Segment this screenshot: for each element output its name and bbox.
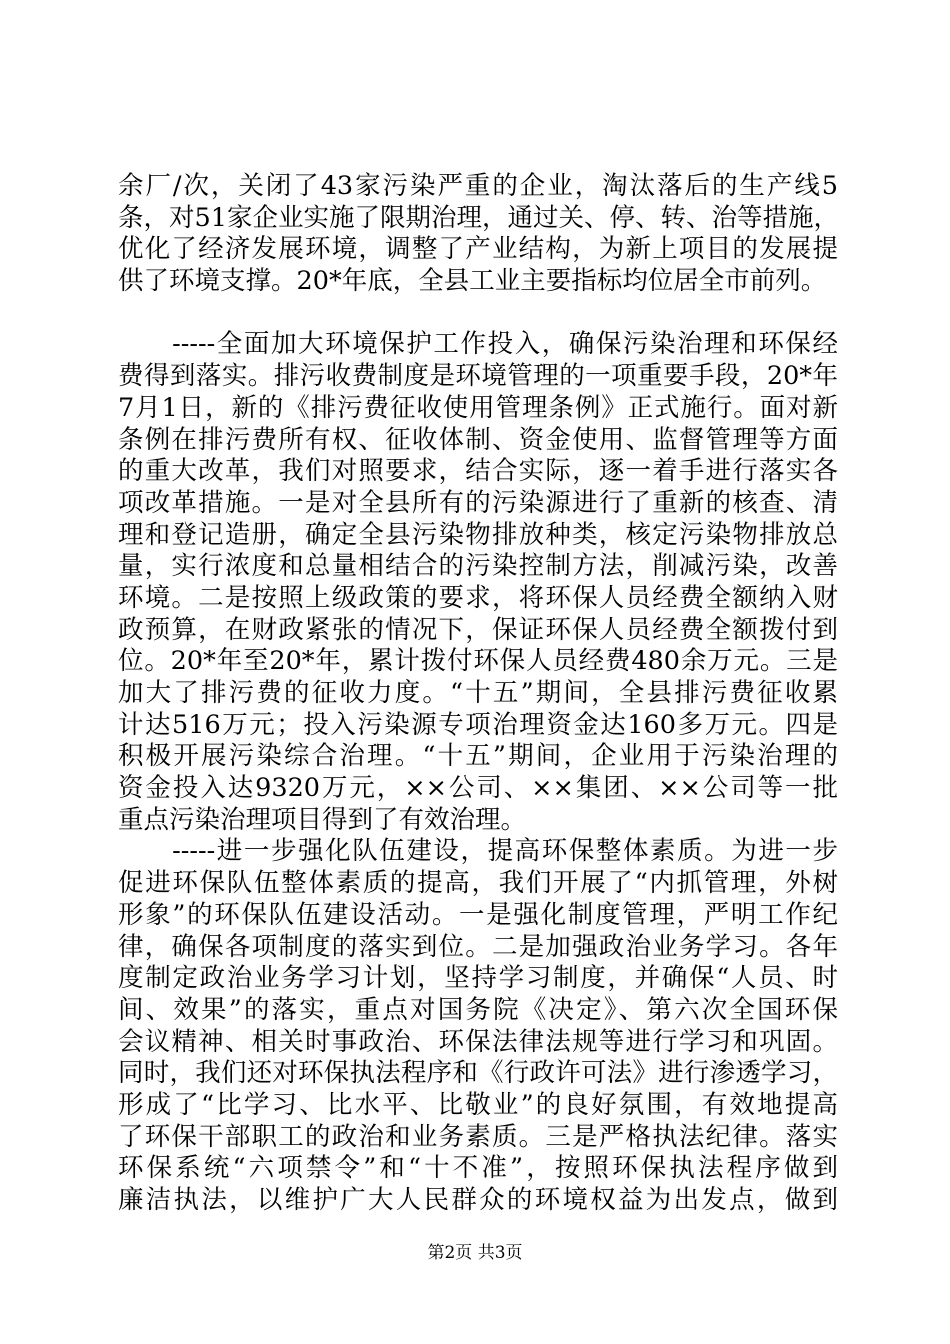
text-line: 廉洁执法，以维护广大人民群众的环境权益为出发点，做到 <box>118 1185 838 1215</box>
text-line: 条，对51家企业实施了限期治理，通过关、停、转、治等措施， <box>118 202 839 233</box>
text-line: 资金投入达9320万元，××公司、××集团、××公司等一批 <box>118 773 838 804</box>
text-line: 量，实行浓度和总量相结合的污染控制方法，削减污染，改善 <box>118 551 838 582</box>
paragraph-spacer <box>118 298 838 330</box>
text-line: 余厂/次，关闭了43家污染严重的企业，淘汰落后的生产线5 <box>118 171 838 201</box>
text-line: 优化了经济发展环境，调整了产业结构，为新上项目的发展提 <box>118 234 838 265</box>
text-line: 加大了排污费的征收力度。“十五”期间，全县排污费征收累 <box>118 678 838 708</box>
text-line: 律，确保各项制度的落实到位。二是加强政治业务学习。各年 <box>118 931 838 962</box>
paragraph-team-building <box>118 836 838 1216</box>
text-line: 的重大改革，我们对照要求，结合实际，逐一着手进行落实各 <box>118 456 838 487</box>
text-line: 促进环保队伍整体素质的提高，我们开展了“内抓管理，外树 <box>118 868 838 899</box>
text-line: 形成了“比学习、比水平、比敬业”的良好氛围，有效地提高 <box>118 1089 838 1120</box>
text-line: 了环保干部职工的政治和业务素质。三是严格执法纪律。落实 <box>118 1121 838 1152</box>
paragraph-industry-results <box>118 171 838 298</box>
text-line: 积极开展污染综合治理。“十五”期间，企业用于污染治理的 <box>118 741 838 772</box>
text-line: 计达516万元；投入污染源专项治理资金达160多万元。四是 <box>118 709 838 740</box>
page-number-footer: 第2页 共3页 <box>427 1243 523 1263</box>
text-line: 环境。二是按照上级政策的要求，将环保人员经费全额纳入财 <box>118 582 838 613</box>
paragraph-investment <box>118 329 838 836</box>
text-line: 度制定政治业务学习计划，坚持学习制度，并确保“人员、时 <box>118 963 838 994</box>
text-line: 间、效果”的落实，重点对国务院《决定》、第六次全国环保 <box>118 994 838 1025</box>
text-line: 政预算，在财政紧张的情况下，保证环保人员经费全额拨付到 <box>118 614 838 645</box>
text-line: 7月1日，新的《排污费征收使用管理条例》正式施行。面对新 <box>118 392 838 423</box>
text-line: 重点污染治理项目得到了有效治理。 <box>118 804 527 835</box>
text-line: 条例在排污费所有权、征收体制、资金使用、监督管理等方面 <box>118 424 838 455</box>
text-line: 环保系统“六项禁令”和“十不准”，按照环保执法程序做到 <box>118 1153 838 1184</box>
text-line: 会议精神、相关时事政治、环保法律法规等进行学习和巩固。 <box>118 1026 838 1057</box>
text-line: -----进一步强化队伍建设，提高环保整体素质。为进一步 <box>118 836 838 867</box>
document-body <box>118 171 838 1217</box>
text-line: 供了环境支撑。20*年底，全县工业主要指标均位居全市前列。 <box>118 266 827 297</box>
text-line: 理和登记造册，确定全县污染物排放种类，核定污染物排放总 <box>118 519 838 550</box>
text-line: -----全面加大环境保护工作投入，确保污染治理和环保经 <box>118 329 838 360</box>
text-line: 位。20*年至20*年，累计拨付环保人员经费480余万元。三是 <box>118 646 838 677</box>
text-line: 形象”的环保队伍建设活动。一是强化制度管理，严明工作纪 <box>118 899 838 930</box>
text-line: 同时，我们还对环保执法程序和《行政许可法》进行渗透学习， <box>118 1058 838 1089</box>
text-line: 项改革措施。一是对全县所有的污染源进行了重新的核查、清 <box>118 487 838 518</box>
text-line: 费得到落实。排污收费制度是环境管理的一项重要手段，20*年 <box>118 361 838 392</box>
